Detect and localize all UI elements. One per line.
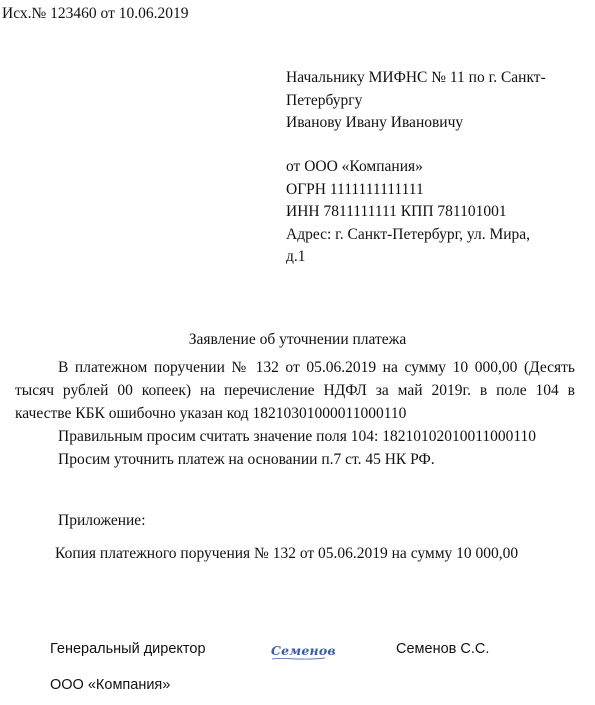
body-paragraph-2: Правильным просим считать значение поля 104: 18210102010011000110	[58, 428, 537, 445]
attachment-item: Копия платежного поручения № 132 от 05.06.2019 на сумму 10 000,00	[55, 545, 519, 562]
addressee-line: Петербургу	[286, 92, 363, 109]
signature-underline-icon	[271, 656, 327, 662]
body-line: качестве КБК ошибочно указан код 18210301000011000110	[15, 405, 407, 422]
body-line: В платежном поручении № 132 от 05.06.2019 на сумму 10 000,00 (Десять	[58, 359, 575, 376]
signatory-name: Семенов С.С.	[396, 641, 490, 657]
signature-script: Семенов	[271, 643, 336, 658]
sender-line: д.1	[286, 248, 306, 265]
body-line: тысяч рублей 00 копеек) на перечисление НДФЛ за май 2019г. в поле 104 в	[15, 382, 575, 399]
attachment-label: Приложение:	[58, 512, 146, 529]
sender-line: ОГРН 1111111111111	[286, 181, 424, 198]
body-paragraph-3: Просим уточнить платеж на основании п.7 ст. 45 НК РФ.	[58, 451, 435, 468]
outgoing-reference: Исх.№ 123460 от 10.06.2019	[2, 5, 189, 22]
document-title: Заявление об уточнении платежа	[188, 331, 407, 348]
signatory-company: ООО «Компания»	[50, 677, 171, 693]
addressee-line: Начальнику МИФНС № 11 по г. Санкт-	[286, 69, 546, 86]
signatory-position: Генеральный директор	[50, 641, 206, 657]
addressee-line: Иванову Ивану Ивановичу	[286, 114, 464, 131]
sender-line: от ООО «Компания»	[286, 158, 423, 175]
sender-line: Адрес: г. Санкт-Петербург, ул. Мира,	[286, 226, 531, 243]
sender-line: ИНН 7811111111 КПП 781101001	[286, 203, 507, 220]
handwritten-signature	[271, 643, 336, 658]
